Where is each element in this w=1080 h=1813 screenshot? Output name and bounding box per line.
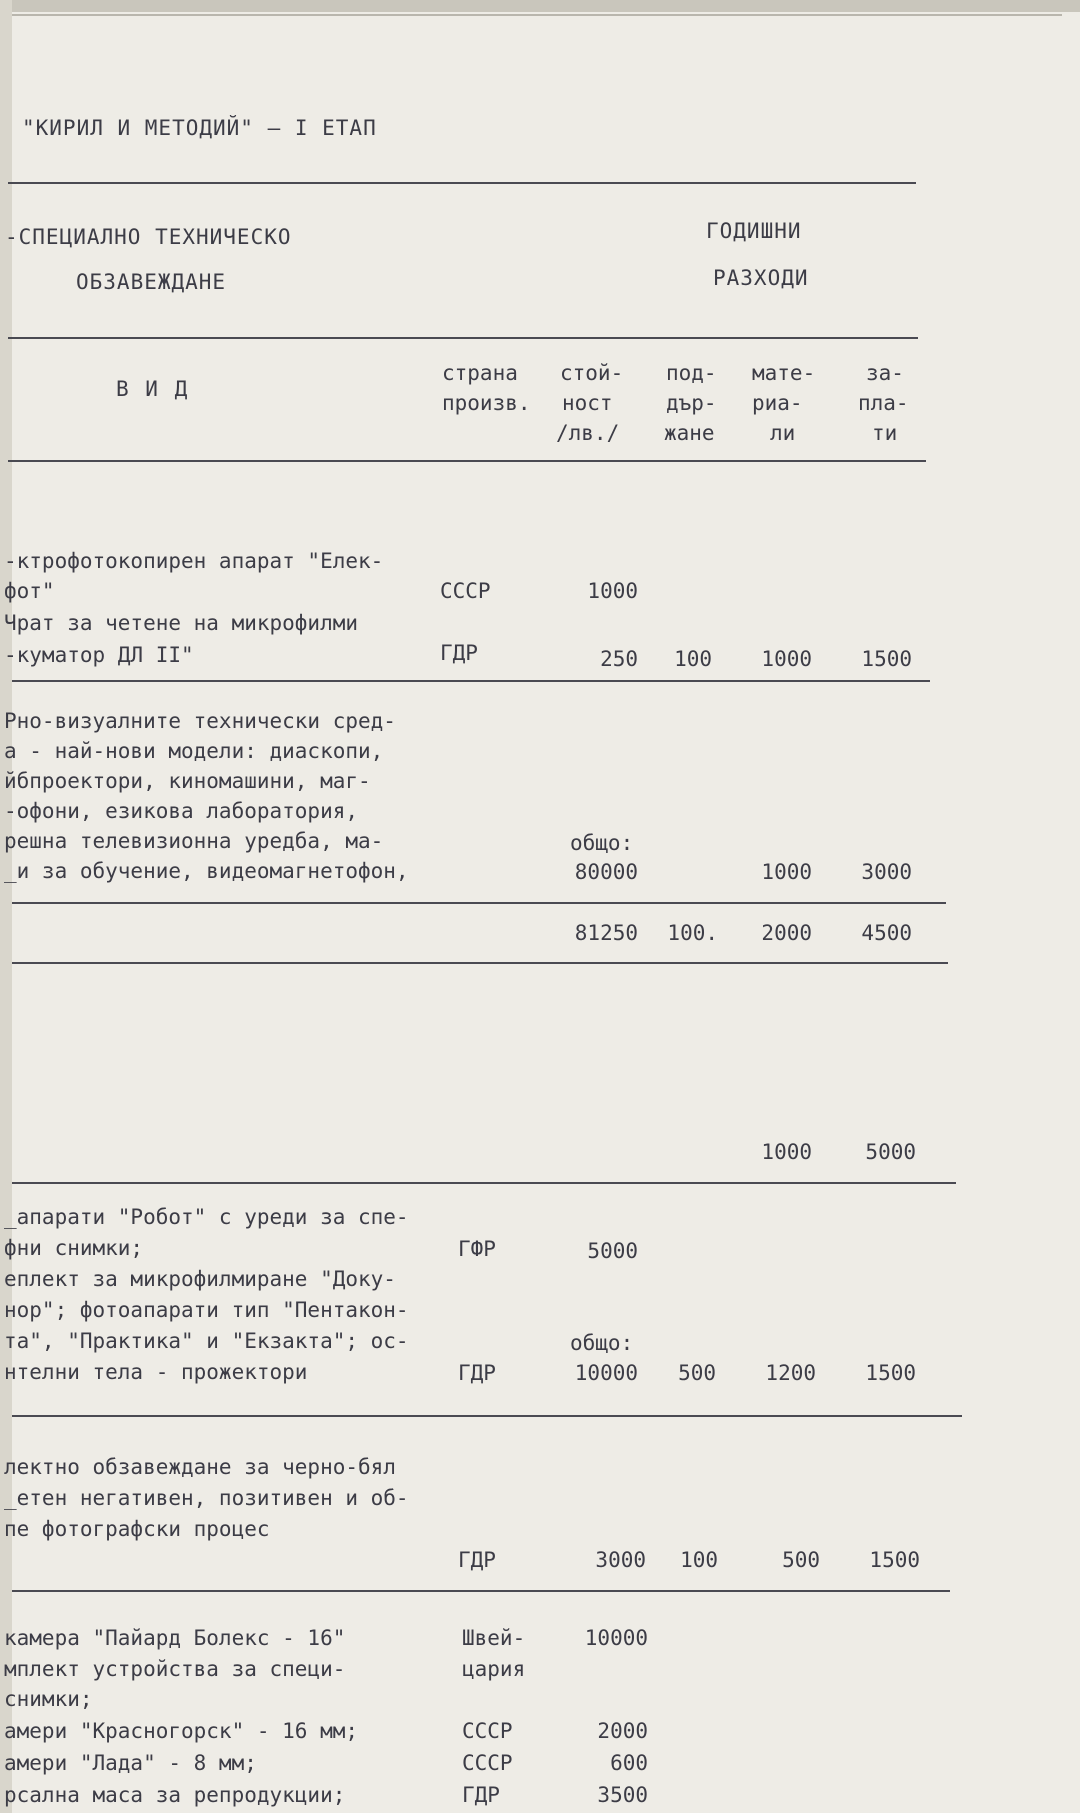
subtotal-materials: 2000 bbox=[761, 921, 812, 945]
column-header-materials-1: мате- bbox=[752, 361, 816, 385]
row4-materials: 1200 bbox=[765, 1361, 816, 1385]
row3-salaries: 5000 bbox=[865, 1140, 916, 1164]
row6-cost-d: 3500 bbox=[597, 1783, 648, 1807]
section-heading-line1: -СПЕЦИАЛНО ТЕХНИЧЕСКО bbox=[5, 225, 292, 249]
row2-cost: 80000 bbox=[574, 860, 638, 884]
row6-country-a1: Швей- bbox=[462, 1626, 526, 1650]
row1-desc-line2: фот" bbox=[4, 579, 55, 603]
column-header-cost-2: ност bbox=[562, 391, 613, 415]
row4-cost-label: общо: bbox=[570, 1331, 634, 1355]
rule-after-row2 bbox=[12, 902, 946, 904]
row5-desc-line1: лектно обзавеждане за черно-бял bbox=[4, 1455, 396, 1479]
row4-country-b: ГДР bbox=[458, 1361, 496, 1385]
row4-maintenance: 500 bbox=[678, 1361, 716, 1385]
column-header-cost-3: /лв./ bbox=[556, 421, 620, 445]
rule-after-row3 bbox=[12, 1182, 956, 1184]
rule-after-row4 bbox=[12, 1415, 962, 1417]
rule-under-column-headers bbox=[8, 460, 926, 462]
column-header-salaries-1: за- bbox=[866, 361, 904, 385]
row6-country-a2: цария bbox=[462, 1657, 526, 1681]
row5-materials: 500 bbox=[782, 1548, 820, 1572]
column-header-materials-2: риа- bbox=[752, 391, 803, 415]
row4-salaries: 1500 bbox=[865, 1361, 916, 1385]
column-header-country-2: произв. bbox=[442, 391, 531, 415]
row6-cost-c: 600 bbox=[610, 1751, 648, 1775]
row6-desc-line1: камера "Пайард Болекс - 16" bbox=[4, 1626, 346, 1650]
row1-country-a: СССР bbox=[440, 579, 491, 603]
rule-after-row5 bbox=[12, 1590, 950, 1592]
subtotal-cost: 81250 bbox=[574, 921, 638, 945]
row5-cost: 3000 bbox=[595, 1548, 646, 1572]
rule-under-section bbox=[8, 337, 918, 339]
row6-desc-line2: мплект устройства за специ- bbox=[4, 1657, 346, 1681]
row2-desc-line6: _и за обучение, видеомагнетофон, bbox=[4, 859, 409, 883]
row2-desc-line1: Рно-визуалните технически сред- bbox=[4, 709, 396, 733]
row6-desc-line5: амери "Лада" - 8 мм; bbox=[4, 1751, 257, 1775]
row5-country: ГДР bbox=[458, 1548, 496, 1572]
row5-desc-line3: пе фотографски процес bbox=[4, 1517, 270, 1541]
row6-desc-line4: амери "Красногорск" - 16 мм; bbox=[4, 1719, 359, 1743]
column-header-materials-3: ли bbox=[770, 421, 796, 445]
row1-cost-a: 1000 bbox=[587, 579, 638, 603]
row2-desc-line2: а - най-нови модели: диаскопи, bbox=[4, 739, 384, 763]
column-header-type: В И Д bbox=[116, 377, 190, 401]
row2-desc-line3: йбпроектори, киномашини, маг- bbox=[4, 769, 371, 793]
row4-desc-line4: нор"; фотоапарати тип "Пентакон- bbox=[4, 1298, 409, 1322]
rule-after-row1 bbox=[12, 680, 930, 682]
row2-cost-label: общо: bbox=[570, 831, 634, 855]
row1-salaries: 1500 bbox=[861, 647, 912, 671]
subtotal-salaries: 4500 bbox=[861, 921, 912, 945]
document-title: "КИРИЛ И МЕТОДИЙ" – I ЕТАП bbox=[22, 116, 377, 140]
rule-after-subtotal bbox=[12, 962, 948, 964]
column-header-maint-3: жане bbox=[664, 421, 715, 445]
row3-materials: 1000 bbox=[761, 1140, 812, 1164]
row4-desc-line2: фни снимки; bbox=[4, 1236, 144, 1260]
column-header-cost-1: стой- bbox=[560, 361, 624, 385]
rule-under-title bbox=[8, 182, 916, 184]
row1-desc-line1: -ктрофотокопирен апарат "Елек- bbox=[4, 549, 384, 573]
row1-cost-b: 250 bbox=[600, 647, 638, 671]
row4-desc-line5: та", "Практика" и "Екзакта"; ос- bbox=[4, 1329, 409, 1353]
column-header-salaries-2: пла- bbox=[858, 391, 909, 415]
row1-desc-line4: -куматор ДЛ II" bbox=[4, 643, 194, 667]
row6-cost-a: 10000 bbox=[584, 1626, 648, 1650]
row4-cost-a: 5000 bbox=[587, 1239, 638, 1263]
row2-salaries: 3000 bbox=[861, 860, 912, 884]
row5-maintenance: 100 bbox=[680, 1548, 718, 1572]
page-fold-shadow bbox=[12, 14, 1062, 16]
row6-cost-b: 2000 bbox=[597, 1719, 648, 1743]
row4-cost-b: 10000 bbox=[574, 1361, 638, 1385]
row6-desc-line6: рсална маса за репродукции; bbox=[4, 1783, 346, 1807]
row2-desc-line5: решна телевизионна уредба, ма- bbox=[4, 829, 384, 853]
row4-desc-line6: нтелни тела - прожектори bbox=[4, 1360, 308, 1384]
row6-desc-line3: снимки; bbox=[4, 1687, 93, 1711]
row1-country-b: ГДР bbox=[440, 641, 478, 665]
column-header-salaries-3: ти bbox=[872, 421, 898, 445]
row6-country-c: СССР bbox=[462, 1751, 513, 1775]
row4-desc-line3: еплект за микрофилмиране "Доку- bbox=[4, 1267, 396, 1291]
row1-materials: 1000 bbox=[761, 647, 812, 671]
row6-country-b: СССР bbox=[462, 1719, 513, 1743]
row5-desc-line2: _етен негативен, позитивен и об- bbox=[4, 1486, 409, 1510]
page-top-edge bbox=[0, 0, 1080, 12]
row5-salaries: 1500 bbox=[869, 1548, 920, 1572]
row1-desc-line3: Чрат за четене на микрофилми bbox=[4, 611, 359, 635]
column-header-maint-1: под- bbox=[666, 361, 717, 385]
expenses-heading-line2: РАЗХОДИ bbox=[713, 266, 809, 290]
expenses-heading-line1: ГОДИШНИ bbox=[706, 219, 802, 243]
row4-country-a: ГФР bbox=[458, 1237, 496, 1261]
row4-desc-line1: _апарати "Робот" с уреди за спе- bbox=[4, 1205, 409, 1229]
section-heading-line2: ОБЗАВЕЖДАНЕ bbox=[76, 270, 227, 294]
row2-desc-line4: -офони, езикова лаборатория, bbox=[4, 799, 359, 823]
row6-country-d: ГДР bbox=[462, 1783, 500, 1807]
row1-maintenance: 100 bbox=[674, 647, 712, 671]
row2-materials: 1000 bbox=[761, 860, 812, 884]
column-header-country-1: страна bbox=[442, 361, 518, 385]
column-header-maint-2: дър- bbox=[666, 391, 717, 415]
subtotal-maintenance: 100. bbox=[667, 921, 718, 945]
